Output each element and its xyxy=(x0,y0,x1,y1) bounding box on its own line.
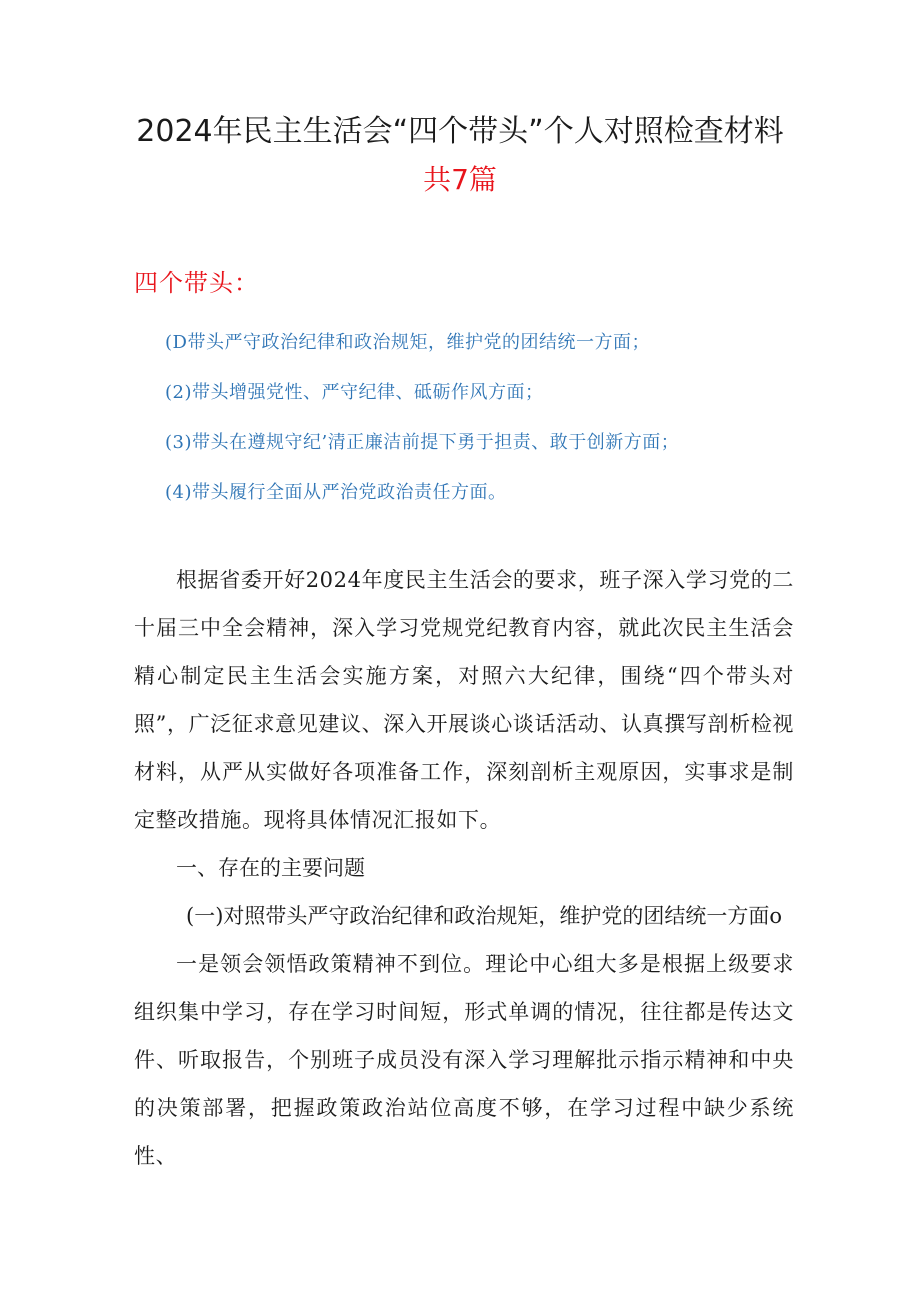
four-points-list xyxy=(165,318,679,518)
document-subtitle: 共7篇 xyxy=(423,163,497,196)
section-one-title: 一、存在的主要问题 xyxy=(176,856,365,880)
subsection-one-title: (一)对照带头严守政治纪律和政治规矩，维护党的团结统一方面o xyxy=(186,904,783,928)
body-text xyxy=(134,556,794,1180)
list-item: (4)带头履行全面从严治党政治责任方面。 xyxy=(165,482,507,503)
list-item: (3)带头在遵规守纪’清正廉洁前提下勇于担责、敢于创新方面； xyxy=(165,432,680,453)
issue-paragraph: 一是领会领悟政策精神不到位。理论中心组大多是根据上级要求组织集中学习，存在学习时间短，形式单调的情况，往往都是传达文件、听取报告，个别班子成员没有深入学习理解批示指示精神和中央的决策部署，把握政策政治站位高度不够，在学习过程中缺少系统性、 xyxy=(134,952,794,1168)
list-item: (2)带头增强党性、严守纪律、砥砺作风方面； xyxy=(165,382,544,403)
list-item: (D带头严守政治纪律和政治规矩，维护党的团结统一方面； xyxy=(165,332,650,353)
section-heading: 四个带头： xyxy=(134,269,259,297)
document-title: 2024年民主生活会“四个带头”个人对照检查材料 xyxy=(136,114,784,149)
intro-paragraph: 根据省委开好2024年度民主生活会的要求，班子深入学习党的二十届三中全会精神，深入学习党规党纪教育内容，就此次民主生活会精心制定民主生活会实施方案，对照六大纪律，围绕“四个带头对照”，广泛征求意见建议、深入开展谈心谈话活动、认真撰写剖析检视材料，从严从实做好各项准备工作，深刻剖析主观原因，实事求是制定整改措施。现将具体情况汇报如下。 xyxy=(134,568,794,832)
